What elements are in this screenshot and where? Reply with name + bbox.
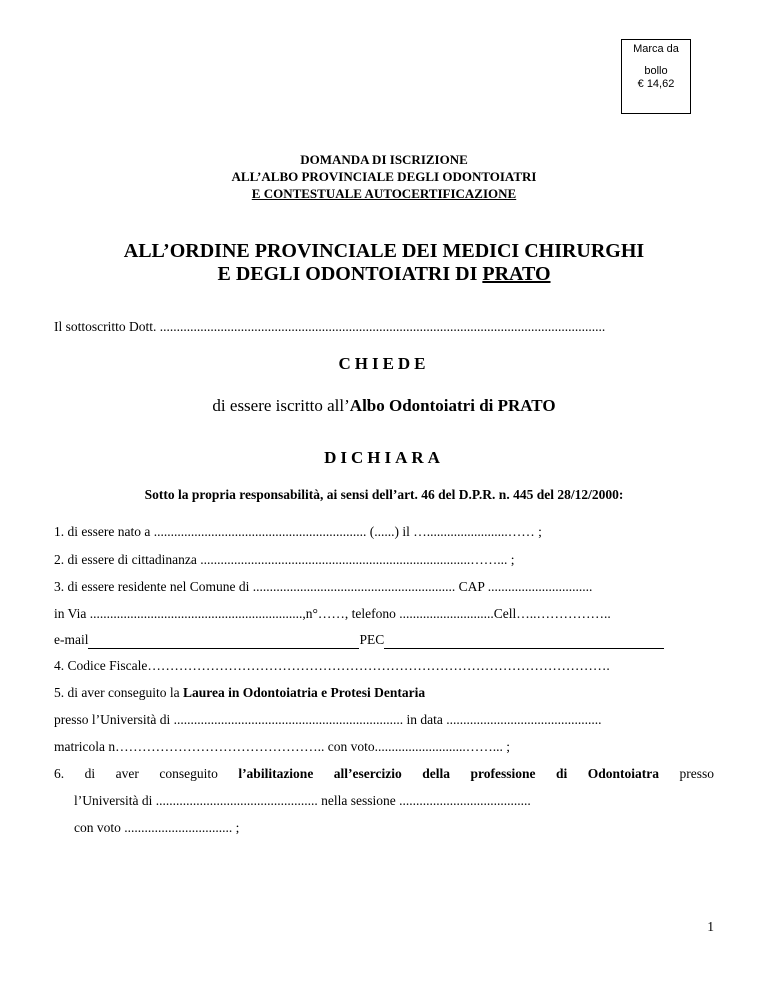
item-degree: 5. di aver conseguito la Laurea in Odontoiatria e Protesi Dentaria: [54, 685, 426, 700]
item-citizenship: 2. di essere di cittadinanza ................................................................................……... ;: [54, 552, 515, 567]
item-university: presso l’Università di .................................................................... in data ..............................................: [54, 712, 602, 727]
chiede-heading: CHIEDE: [338, 354, 430, 373]
applicant-line: Il sottoscritto Dott. ....................................................................................................................................: [54, 319, 606, 334]
email-underline: [88, 635, 359, 649]
header-line-2: ALL’ALBO PROVINCIALE DEGLI ODONTOIATRI: [231, 169, 537, 184]
item-street: in Via ...............................................................,n°……, telefono ............................Cell…..……………..: [54, 606, 611, 621]
stamp-line-2: bollo: [644, 65, 668, 77]
item-residence: 3. di essere residente nel Comune di ............................................................ CAP ...............................: [54, 579, 593, 594]
stamp-line-3: € 14,62: [637, 78, 675, 90]
stamp-line-1: Marca da: [633, 43, 679, 55]
email-label: e-mail: [54, 632, 89, 647]
addressee-line-2: E DEGLI ODONTOIATRI DI PRATO: [217, 263, 551, 285]
request-line: di essere iscritto all’Albo Odontoiatri di PRATO: [212, 396, 556, 415]
item-fiscal-code: 4. Codice Fiscale………………………………………………………………………………………….: [54, 658, 610, 673]
item-email-pec: [54, 631, 714, 649]
header-line-3: E CONTESTUALE AUTOCERTIFICAZIONE: [251, 186, 517, 201]
page-number: 1: [707, 919, 714, 934]
addressee-line-1: ALL’ORDINE PROVINCIALE DEI MEDICI CHIRURGHI: [123, 240, 645, 262]
item-license: 6. di aver conseguito l’abilitazione all’esercizio della professione di Odontoiatra presso: [54, 766, 714, 781]
revenue-stamp-box: [621, 39, 691, 114]
item-matricola: matricola n……………………………………….. con voto...........................……... ;: [54, 739, 510, 754]
item-birth: 1. di essere nato a ............................................................... (......) il …........................…… ;: [54, 524, 542, 539]
header-line-1: DOMANDA DI ISCRIZIONE: [300, 152, 468, 167]
item-license-vote: con voto ................................ ;: [74, 820, 240, 835]
declaration-intro: Sotto la propria responsabilità, ai sensi dell’art. 46 del D.P.R. n. 445 del 28/12/2000:: [144, 487, 624, 502]
item-license-university: l’Università di ................................................ nella sessione .......................................: [74, 793, 531, 808]
pec-underline: [384, 635, 664, 649]
dichiara-heading: DICHIARA: [324, 448, 444, 467]
pec-label: PEC: [359, 632, 385, 647]
addressee-city: PRATO: [482, 263, 551, 285]
